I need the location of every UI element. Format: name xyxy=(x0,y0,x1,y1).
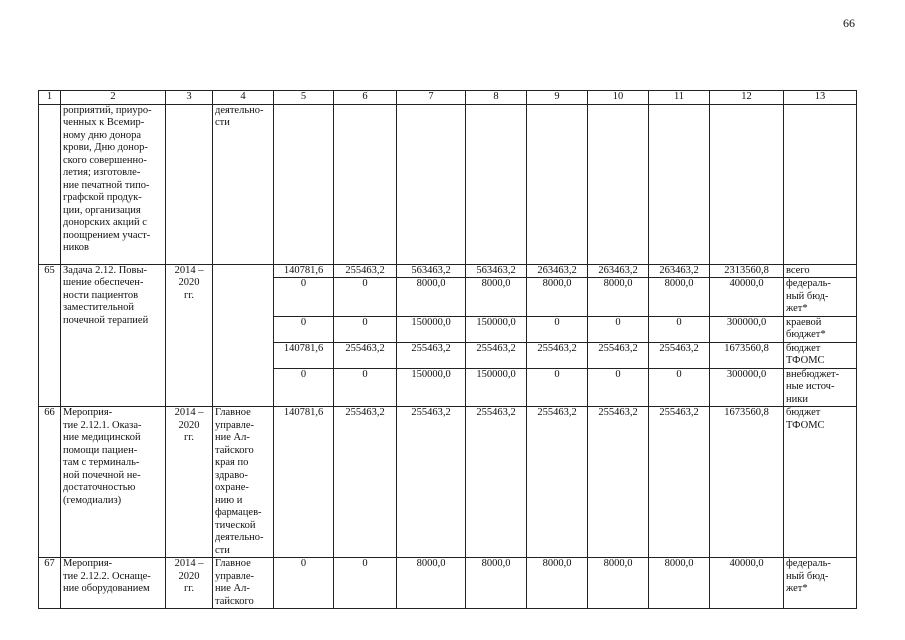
value-cell: 0 xyxy=(334,368,397,407)
value-cell: 0 xyxy=(274,316,334,342)
value-cell: 255463,2 xyxy=(466,407,527,558)
value-cell: 0 xyxy=(527,368,588,407)
value-cell: 563463,2 xyxy=(466,264,527,278)
value-cell: 255463,2 xyxy=(334,264,397,278)
value-cell: 40000,0 xyxy=(710,278,784,317)
value-cell: 255463,2 xyxy=(334,342,397,368)
value-cell: 150000,0 xyxy=(466,316,527,342)
value-cell: 140781,6 xyxy=(274,264,334,278)
value-cell: 263463,2 xyxy=(588,264,649,278)
years: 2014 – 2020 гг. xyxy=(166,558,213,609)
value-cell: 0 xyxy=(274,278,334,317)
header-cell: 12 xyxy=(710,91,784,105)
value-cell: 8000,0 xyxy=(527,278,588,317)
row-number: 65 xyxy=(39,264,61,407)
header-cell: 13 xyxy=(784,91,857,105)
value-cell: 0 xyxy=(527,316,588,342)
funding-source: внебюджет- ные источ- ники xyxy=(784,368,857,407)
header-cell: 1 xyxy=(39,91,61,105)
funding-source: всего xyxy=(784,264,857,278)
activity-name: Мероприя- тие 2.12.1. Оказа- ние медицинской помощи пациен- там с терминаль- ной почечной не- достаточностью (гемодиализ) xyxy=(61,407,166,558)
funding-source: федераль- ный бюд- жет* xyxy=(784,558,857,609)
value-cell: 0 xyxy=(334,558,397,609)
value-cell: 563463,2 xyxy=(397,264,466,278)
funding-source: бюджет ТФОМС xyxy=(784,342,857,368)
value-cell: 1673560,8 xyxy=(710,342,784,368)
value-cell: 255463,2 xyxy=(397,407,466,558)
value-cell: 263463,2 xyxy=(527,264,588,278)
activity-name: Задача 2.12. Повы- шение обеспечен- ности пациентов заместительной почечной терапией xyxy=(61,264,166,407)
row-number: 67 xyxy=(39,558,61,609)
value-cell: 255463,2 xyxy=(527,407,588,558)
table-row xyxy=(39,558,857,609)
years: 2014 – 2020 гг. xyxy=(166,407,213,558)
table-row xyxy=(39,264,857,278)
value-cell: 8000,0 xyxy=(649,278,710,317)
value-cell: 0 xyxy=(334,316,397,342)
value-cell: 263463,2 xyxy=(649,264,710,278)
value-cell: 8000,0 xyxy=(466,278,527,317)
value-cell: 300000,0 xyxy=(710,368,784,407)
value-cell: 255463,2 xyxy=(588,342,649,368)
header-cell: 6 xyxy=(334,91,397,105)
value-cell: 255463,2 xyxy=(649,407,710,558)
value-cell: 150000,0 xyxy=(397,368,466,407)
header-row xyxy=(39,91,857,105)
value-cell: 8000,0 xyxy=(588,278,649,317)
value-cell: 140781,6 xyxy=(274,342,334,368)
budget-table xyxy=(38,90,857,609)
value-cell: 40000,0 xyxy=(710,558,784,609)
years: 2014 – 2020 гг. xyxy=(166,264,213,407)
activity-name: роприятий, приуро- ченных к Всемир- ному дню донора крови, Дню донор- ского совершенно- летия; изготовле- ние печатной типо- графской продук- ции, организация донорских акций с поощрением участ- ников xyxy=(61,104,166,264)
header-cell: 4 xyxy=(213,91,274,105)
value-cell: 8000,0 xyxy=(588,558,649,609)
value-cell: 8000,0 xyxy=(466,558,527,609)
value-cell: 255463,2 xyxy=(466,342,527,368)
funding-source: бюджет ТФОМС xyxy=(784,407,857,558)
value-cell: 0 xyxy=(649,316,710,342)
header-cell: 9 xyxy=(527,91,588,105)
header-cell: 3 xyxy=(166,91,213,105)
executor: Главное управле- ние Ал- тайского xyxy=(213,558,274,609)
value-cell: 2313560,8 xyxy=(710,264,784,278)
row-number: 66 xyxy=(39,407,61,558)
value-cell: 255463,2 xyxy=(334,407,397,558)
executor: деятельно- сти xyxy=(213,104,274,264)
header-cell: 7 xyxy=(397,91,466,105)
value-cell: 0 xyxy=(588,316,649,342)
header-cell: 11 xyxy=(649,91,710,105)
value-cell: 8000,0 xyxy=(397,558,466,609)
value-cell: 255463,2 xyxy=(649,342,710,368)
header-cell: 2 xyxy=(61,91,166,105)
table-row-continuation xyxy=(39,104,857,264)
value-cell: 150000,0 xyxy=(466,368,527,407)
activity-name: Мероприя- тие 2.12.2. Оснаще- ние оборудованием xyxy=(61,558,166,609)
table-row xyxy=(39,407,857,558)
executor xyxy=(213,264,274,407)
value-cell: 8000,0 xyxy=(649,558,710,609)
value-cell: 255463,2 xyxy=(397,342,466,368)
value-cell: 8000,0 xyxy=(397,278,466,317)
value-cell: 300000,0 xyxy=(710,316,784,342)
value-cell: 255463,2 xyxy=(588,407,649,558)
header-cell: 5 xyxy=(274,91,334,105)
value-cell: 0 xyxy=(274,558,334,609)
value-cell: 0 xyxy=(334,278,397,317)
page-number: 66 xyxy=(843,16,855,30)
executor: Главное управле- ние Ал- тайского края по здраво- охране- нию и фармацев- тической деятельно- сти xyxy=(213,407,274,558)
value-cell: 8000,0 xyxy=(527,558,588,609)
value-cell: 0 xyxy=(649,368,710,407)
header-cell: 8 xyxy=(466,91,527,105)
value-cell: 0 xyxy=(274,368,334,407)
value-cell: 1673560,8 xyxy=(710,407,784,558)
value-cell: 140781,6 xyxy=(274,407,334,558)
value-cell: 0 xyxy=(588,368,649,407)
funding-source: федераль- ный бюд- жет* xyxy=(784,278,857,317)
funding-source: краевой бюджет* xyxy=(784,316,857,342)
value-cell: 150000,0 xyxy=(397,316,466,342)
value-cell: 255463,2 xyxy=(527,342,588,368)
header-cell: 10 xyxy=(588,91,649,105)
